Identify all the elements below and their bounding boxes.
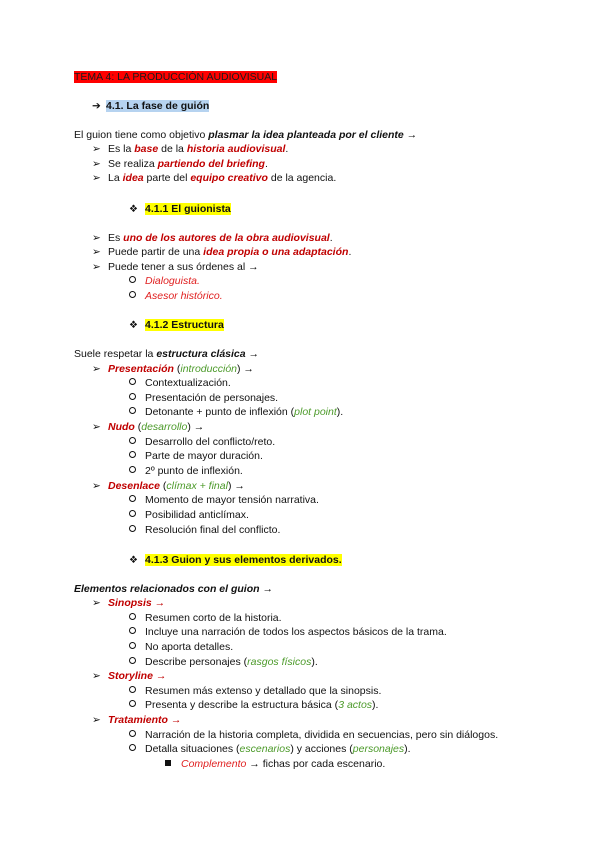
text: Resumen más extenso y detallado que la sinopsis. [145, 685, 382, 697]
sub-list-item [129, 626, 447, 639]
heading-text: 4.1. La fase de guión [106, 100, 210, 112]
diamond-bullet-icon: ❖ [129, 204, 138, 215]
text: . [285, 143, 289, 155]
text: parte del [143, 172, 191, 184]
sub-list-item [129, 729, 498, 742]
arrowhead-bullet-icon: ➢ [92, 158, 101, 170]
section-heading-4-1 [92, 100, 209, 113]
sub-list-item [129, 450, 263, 463]
text: → [167, 714, 182, 726]
text: Posibilidad anticlímax. [145, 509, 249, 521]
circle-bullet-icon [129, 378, 136, 385]
diamond-bullet-icon: ❖ [129, 320, 138, 331]
text: Detalla situaciones ( [145, 743, 240, 755]
text: ) → [227, 480, 245, 492]
list-item [92, 246, 351, 259]
text: La [108, 172, 123, 184]
circle-bullet-icon [129, 686, 136, 693]
note-text: desarrollo [141, 421, 188, 433]
text: . [329, 232, 333, 244]
sub-list-item [129, 743, 411, 756]
note-text: clímax + final [166, 480, 228, 492]
text: → fichas por cada escenario. [246, 758, 386, 770]
circle-bullet-icon [129, 627, 136, 634]
text: de la [158, 143, 187, 155]
section-heading-4-1-1 [129, 203, 231, 216]
emphasis-text: Presentación [108, 363, 174, 375]
arrowhead-bullet-icon: ➢ [92, 421, 101, 433]
text: ). [311, 656, 318, 668]
circle-bullet-icon [129, 525, 136, 532]
section-heading-4-1-2 [129, 319, 224, 332]
list-item [92, 158, 268, 171]
text: ( [134, 421, 142, 433]
emphasis-text: historia audiovisual [186, 143, 286, 155]
list-item [92, 480, 245, 493]
sub-list-item [129, 524, 280, 537]
text: de la agencia. [267, 172, 337, 184]
sub-list-item [129, 656, 318, 669]
sub-list-item [129, 509, 249, 522]
text: ) y acciones ( [290, 743, 353, 755]
text: ). [404, 743, 411, 755]
text: ( [173, 363, 181, 375]
text: ) → [237, 363, 254, 375]
circle-bullet-icon [129, 466, 136, 473]
paragraph-intro [74, 583, 273, 596]
circle-bullet-icon [129, 730, 136, 737]
heading-text: 4.1.2 Estructura [145, 319, 224, 331]
list-item [92, 232, 333, 245]
sub-list-item [129, 290, 223, 303]
sub-list-item [129, 406, 343, 419]
text: 2º punto de inflexión. [145, 465, 243, 477]
circle-bullet-icon [129, 291, 136, 298]
circle-bullet-icon [129, 407, 136, 414]
sub-sub-list-item [165, 758, 385, 771]
emphasis-text: base [134, 143, 159, 155]
circle-bullet-icon [129, 437, 136, 444]
emphasis-text: Complemento [181, 758, 247, 770]
arrowhead-bullet-icon: ➢ [92, 232, 101, 244]
text: Presenta y describe la estructura básica ( [145, 699, 339, 711]
note-text: rasgos físicos [247, 656, 312, 668]
text: . [264, 158, 268, 170]
emphasis-text: Tratamiento [108, 714, 168, 726]
arrow-bullet-icon: ➔ [92, 100, 101, 112]
text: → [151, 597, 166, 609]
text: Narración de la historia completa, dividida en secuencias, pero sin diálogos. [145, 729, 499, 741]
emphasis-text: equipo creativo [190, 172, 268, 184]
sub-list-item [129, 377, 231, 390]
circle-bullet-icon [129, 744, 136, 751]
list-item [92, 670, 166, 683]
circle-bullet-icon [129, 657, 136, 664]
arrowhead-bullet-icon: ➢ [92, 480, 101, 492]
sub-list-item [129, 275, 200, 288]
text: ). [372, 699, 379, 711]
text: Resolución final del conflicto. [145, 524, 281, 536]
text: Parte de mayor duración. [145, 450, 263, 462]
circle-bullet-icon [129, 276, 136, 283]
text: Suele respetar la [74, 348, 157, 360]
sub-list-item [129, 641, 233, 654]
list-item [92, 421, 204, 434]
arrowhead-bullet-icon: ➢ [92, 363, 101, 375]
arrowhead-bullet-icon: ➢ [92, 143, 101, 155]
arrowhead-bullet-icon: ➢ [92, 246, 101, 258]
list-item [92, 714, 181, 727]
arrowhead-bullet-icon: ➢ [92, 714, 101, 726]
sub-list-item [129, 392, 278, 405]
arrowhead-bullet-icon: ➢ [92, 172, 101, 184]
text: Contextualización. [145, 377, 231, 389]
emphasis-text: plasmar la idea planteada por el cliente [208, 129, 404, 141]
text: Momento de mayor tensión narrativa. [145, 494, 319, 506]
emphasis-text: estructura clásica [156, 348, 246, 360]
emphasis-text: idea propia o una adaptación [203, 246, 349, 258]
list-item [92, 261, 259, 274]
emphasis-text: Elementos relacionados con el guion [74, 583, 260, 595]
emphasis-text: Desenlace [108, 480, 160, 492]
text: Asesor histórico. [145, 290, 223, 302]
text: Puede partir de una [108, 246, 204, 258]
circle-bullet-icon [129, 495, 136, 502]
text: Presentación de personajes. [145, 392, 279, 404]
list-item [92, 363, 254, 376]
sub-list-item [129, 494, 319, 507]
circle-bullet-icon [129, 393, 136, 400]
emphasis-text: uno de los autores de la obra audiovisual [123, 232, 330, 244]
square-bullet-icon [165, 760, 171, 766]
circle-bullet-icon [129, 642, 136, 649]
note-text: escenarios [239, 743, 291, 755]
sub-list-item [129, 465, 243, 478]
paragraph-intro [74, 129, 417, 142]
text: Se realiza [108, 158, 158, 170]
note-text: introducción [180, 363, 237, 375]
heading-text: 4.1.3 Guion y sus elementos derivados. [145, 554, 342, 566]
heading-text: 4.1.1 El guionista [145, 203, 231, 215]
sub-list-item [129, 685, 381, 698]
arrowhead-bullet-icon: ➢ [92, 597, 101, 609]
text: . [348, 246, 352, 258]
text: Resumen corto de la historia. [145, 612, 282, 624]
text: Es la [108, 143, 135, 155]
text: Describe personajes ( [145, 656, 248, 668]
sub-list-item [129, 699, 378, 712]
text: ) → [187, 421, 205, 433]
text: No aporta detalles. [145, 641, 234, 653]
section-heading-4-1-3 [129, 554, 342, 567]
list-item [92, 143, 288, 156]
title-text: TEMA 4: LA PRODUCCIÓN AUDIOVISUAL [74, 71, 278, 83]
text: Incluye una narración de todos los aspectos básicos de la trama. [145, 626, 447, 638]
sub-list-item [129, 612, 282, 625]
text: Es [108, 232, 124, 244]
text: → [152, 670, 167, 682]
text: → [403, 129, 418, 141]
note-text: plot point [294, 406, 337, 418]
document-title [74, 71, 277, 84]
diamond-bullet-icon: ❖ [129, 555, 138, 566]
note-text: personajes [352, 743, 405, 755]
text: Desarrollo del conflicto/reto. [145, 436, 276, 448]
text: Detonante + punto de inflexión ( [145, 406, 295, 418]
note-text: 3 actos [338, 699, 373, 711]
circle-bullet-icon [129, 451, 136, 458]
circle-bullet-icon [129, 613, 136, 620]
emphasis-text: Storyline [108, 670, 153, 682]
emphasis-text: Nudo [108, 421, 135, 433]
emphasis-text: Sinopsis [108, 597, 152, 609]
list-item [92, 172, 336, 185]
paragraph-intro [74, 348, 259, 361]
emphasis-text: partiendo del briefing [157, 158, 265, 170]
text: Dialoguista. [145, 275, 200, 287]
list-item [92, 597, 165, 610]
text: → [245, 348, 260, 360]
circle-bullet-icon [129, 510, 136, 517]
circle-bullet-icon [129, 700, 136, 707]
text: → [259, 583, 273, 595]
text: ( [159, 480, 167, 492]
sub-list-item [129, 436, 275, 449]
arrowhead-bullet-icon: ➢ [92, 261, 101, 273]
text: Puede tener a sus órdenes al → [108, 261, 259, 273]
arrowhead-bullet-icon: ➢ [92, 670, 101, 682]
text: ). [336, 406, 344, 418]
emphasis-text: idea [122, 172, 144, 184]
text: El guion tiene como objetivo [74, 129, 209, 141]
